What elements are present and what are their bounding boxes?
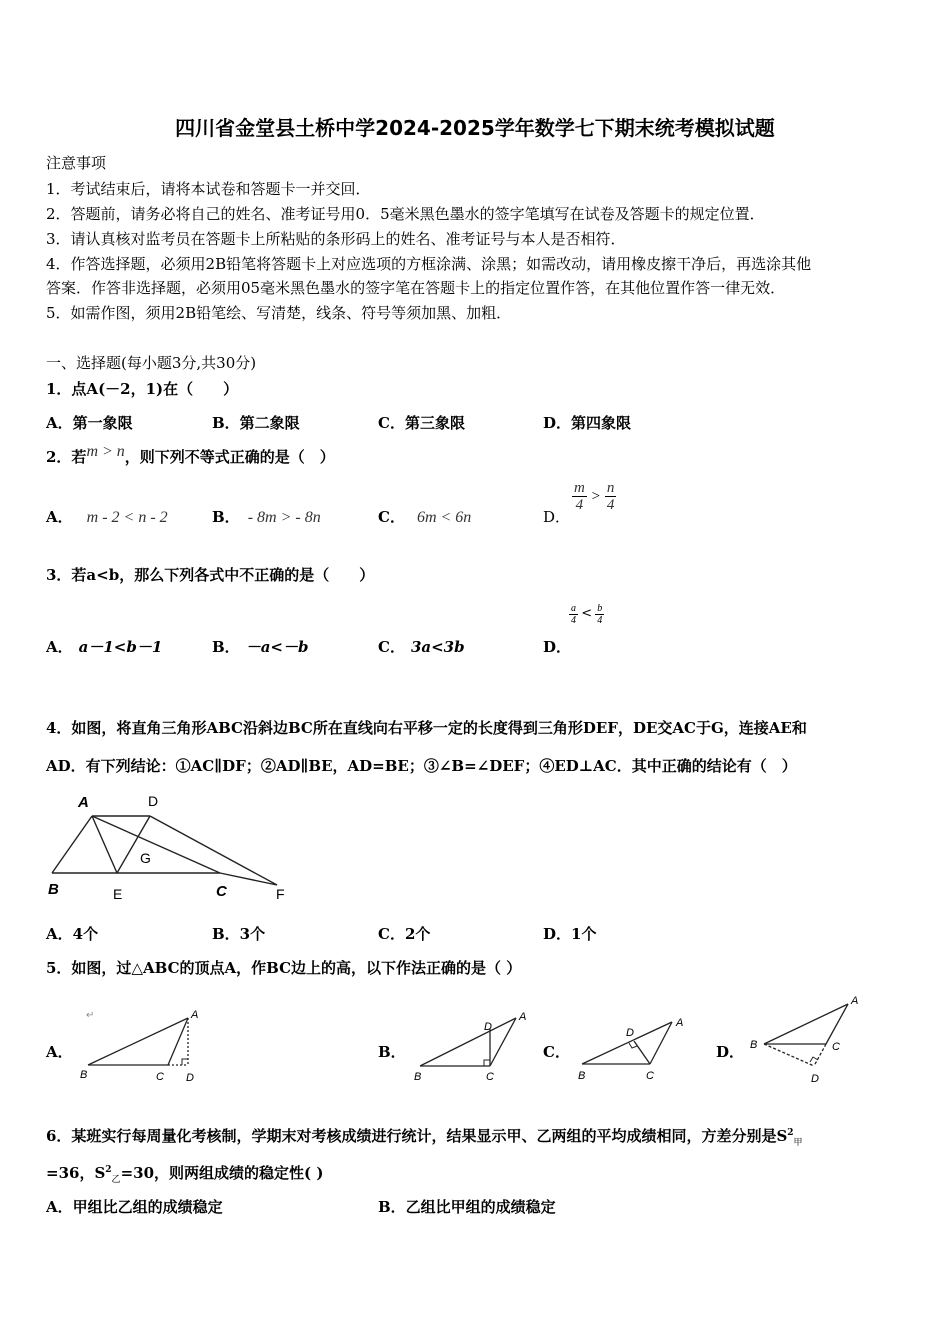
q3-option-d-math: $\frac{a}{4}$ < $\frac{b}{4}$ <box>571 603 603 626</box>
q5c-label-b: B <box>578 1070 586 1082</box>
notice-item: 5．如需作图，须用2B铅笔绘、写清楚，线条、符号等须加黑、加粗． <box>46 304 512 322</box>
q4-option-c: C．2个 <box>378 925 431 943</box>
q5b-label-a: A <box>519 1011 527 1023</box>
q5-figure-c <box>572 1008 692 1086</box>
q5a-label-c: C <box>156 1071 164 1083</box>
q5-figure-d <box>748 990 878 1088</box>
question-4-stem-line1: 4．如图，将直角三角形ABC沿斜边BC所在直线向右平移一定的长度得到三角形DEF，DE交AC于G，连接AE和 <box>46 719 807 737</box>
q5b-label-b: B <box>414 1071 422 1083</box>
q5c-label-d: D <box>626 1027 634 1039</box>
q1-option-b: B．第二象限 <box>212 414 300 432</box>
q5-figure-a <box>78 1004 208 1086</box>
q1-option-d: D．第四象限 <box>543 414 632 432</box>
notice-item: 3．请认真核对监考员在答题卡上所粘贴的条形码上的姓名、准考证号与本人是否相符． <box>46 230 626 248</box>
q4-option-a: A．4个 <box>46 925 99 943</box>
q2-option-d-math: $\frac{m}{4}$ > $\frac{n}{4}$ <box>574 480 615 513</box>
section-heading: 一、选择题(每小题3分,共30分) <box>46 354 257 372</box>
question-2-stem: 2．若m > n，则下列不等式正确的是（ ） <box>46 443 335 466</box>
q5-option-d-label: D． <box>716 1043 745 1061</box>
q5a-label-a: A <box>191 1009 199 1021</box>
q4-line-ae <box>92 816 117 873</box>
q5b-label-c: C <box>486 1071 494 1083</box>
q4-label-e: E <box>113 886 123 902</box>
notice-item: 1．考试结束后，请将本试卷和答题卡一并交回． <box>46 180 371 198</box>
q4-label-g: G <box>140 850 151 866</box>
question-6-stem-line2: =36，$S^2_乙=30$，则两组成绩的稳定性( ) <box>46 1164 324 1185</box>
q4-option-d: D．1个 <box>543 925 597 943</box>
q4-figure <box>40 788 300 908</box>
q5d-label-a: A <box>851 995 859 1007</box>
q1-option-a: A．第一象限 <box>46 414 133 432</box>
question-5-stem: 5．如图，过△ABC的顶点A，作BC边上的高，以下作法正确的是（ ） <box>46 959 522 977</box>
q5d-label-c: C <box>832 1041 840 1053</box>
q5b-label-d: D <box>484 1021 492 1033</box>
q5c-label-a: A <box>676 1017 684 1029</box>
page-title: 四川省金堂县土桥中学2024-2025学年数学七下期末统考模拟试题 <box>175 116 775 140</box>
q5d-label-d: D <box>811 1073 819 1085</box>
q3-option-b: B． －a<－b <box>212 638 309 656</box>
q4-label-b: B <box>48 881 59 898</box>
q3-option-a: A． a－1<b－1 <box>46 638 163 656</box>
q5-option-c-label: C． <box>543 1043 570 1061</box>
question-6-stem-line1: 6．某班实行每周量化考核制，学期末对考核成绩进行统计，结果显示甲、乙两组的平均成绩相同，方差分别是$S^2_甲$ <box>46 1127 803 1148</box>
q5d-label-b: B <box>750 1039 758 1051</box>
notice-heading: 注意事项 <box>46 154 107 172</box>
notice-item: 答案．作答非选择题，必须用05毫米黑色墨水的签字笔在答题卡上的指定位置作答，在其他位置作答一律无效． <box>46 279 786 297</box>
q4-label-a: A <box>78 794 89 811</box>
q5-option-b-label: B． <box>378 1043 406 1061</box>
q6-option-b: B．乙组比甲组的成绩稳定 <box>378 1198 556 1216</box>
q4-option-b: B．3个 <box>212 925 266 943</box>
q2-option-a: A． m - 2 < n - 2 <box>46 508 168 526</box>
q5-figure-b <box>408 1004 538 1086</box>
q5-option-a-label: A． <box>46 1043 73 1061</box>
q2-option-b: B． - 8m > - 8n <box>212 508 321 526</box>
q2-option-c: C． 6m < 6n <box>378 508 472 526</box>
q1-option-c: C．第三象限 <box>378 414 465 432</box>
q4-line-ac <box>92 816 220 873</box>
q3-option-d-label: D． <box>543 638 572 656</box>
return-mark-icon: ↵ <box>86 1010 95 1021</box>
q4-line-ab <box>52 816 92 873</box>
question-3-stem: 3．若a<b，那么下列各式中不正确的是（ ） <box>46 566 375 584</box>
question-4-stem-line2: AD．有下列结论：①AC∥DF；②AD∥BE，AD=BE；③∠B=∠DEF；④ED⊥AC．其中正确的结论有（ ） <box>46 757 797 775</box>
q2-option-d-label: D． <box>543 508 571 526</box>
q4-line-cf <box>220 873 277 885</box>
q4-label-d: D <box>148 793 159 809</box>
q4-label-c: C <box>216 883 227 900</box>
q4-label-f: F <box>276 886 285 902</box>
notice-item: 2．答题前，请务必将自己的姓名、准考证号用0．5毫米黑色墨水的签字笔填写在试卷及答题卡的规定位置． <box>46 205 765 223</box>
q6-option-a: A．甲组比乙组的成绩稳定 <box>46 1198 223 1216</box>
question-1-stem: 1．点A(－2，1)在（ ） <box>46 380 239 398</box>
q5a-label-b: B <box>80 1069 88 1081</box>
q5c-label-c: C <box>646 1070 654 1082</box>
q5a-label-d: D <box>186 1072 194 1084</box>
notice-item: 4．作答选择题，必须用2B铅笔将答题卡上对应选项的方框涂满、涂黑；如需改动，请用橡皮擦干净后，再选涂其他 <box>46 255 812 273</box>
q3-option-c: C． 3a<3b <box>378 638 465 656</box>
